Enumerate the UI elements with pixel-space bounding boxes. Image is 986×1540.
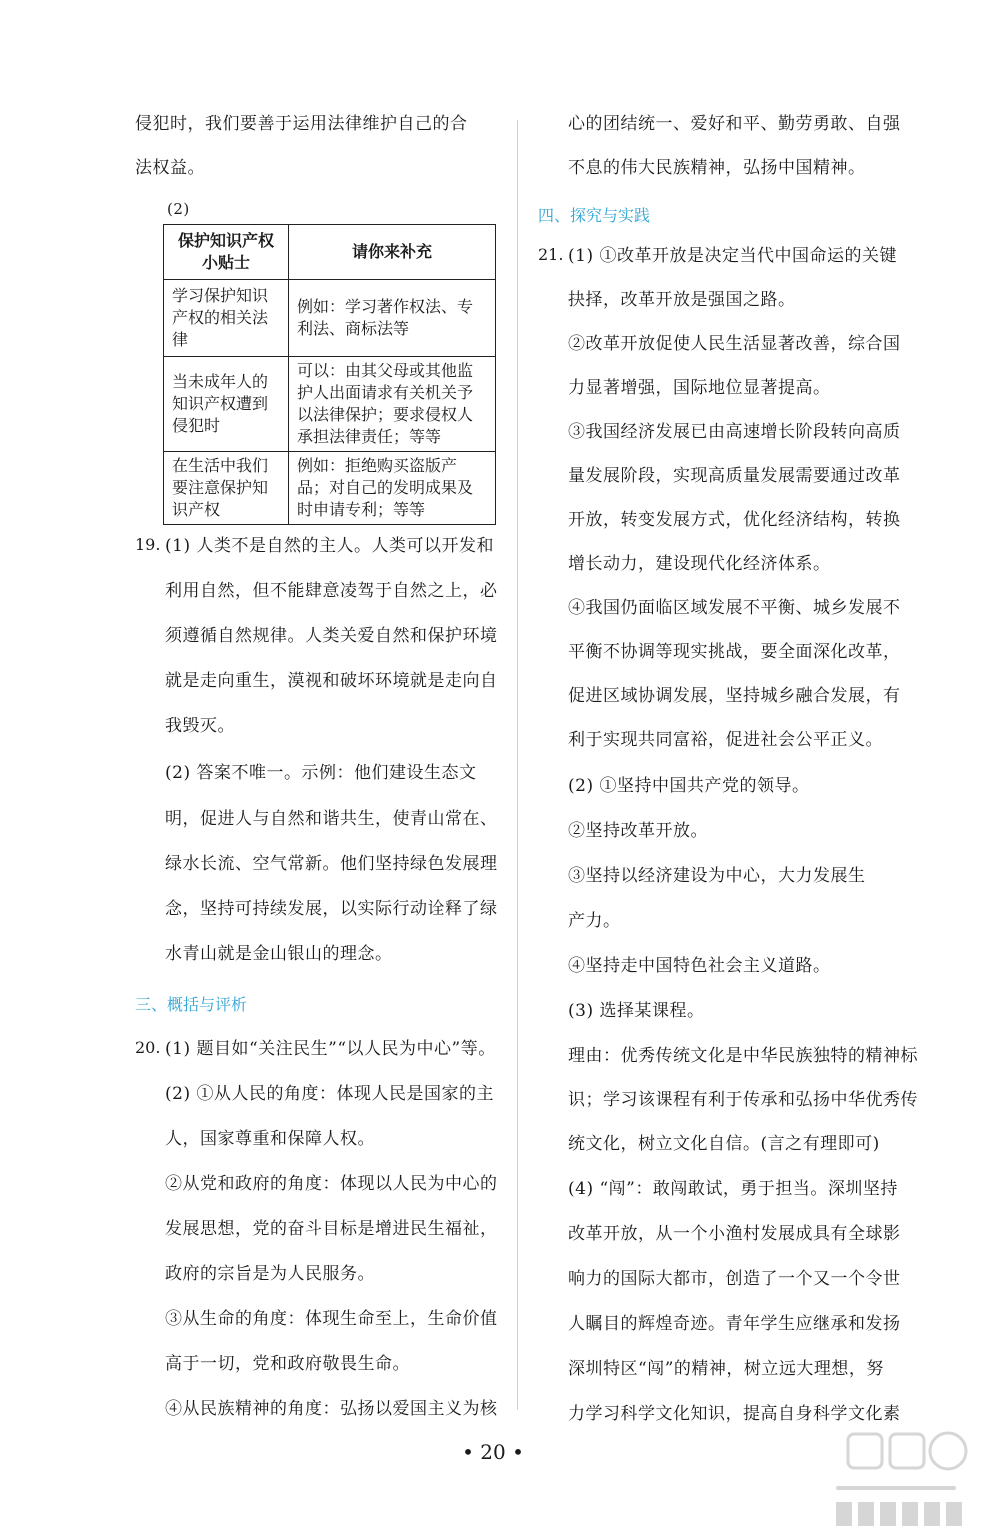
text-line: 须遵循自然规律。人类关爱自然和保护环境	[165, 626, 498, 646]
section-heading-4: 四、探究与实践	[538, 206, 651, 225]
text-line: 增长动力，建设现代化经济体系。	[568, 554, 831, 574]
watermark-graphic	[806, 1416, 986, 1536]
table-cell: 例如：学习著作权法、专利法、商标法等	[289, 280, 496, 357]
table-cell: 在生活中我们要注意保护知识产权	[164, 452, 289, 525]
text-line: 识；学习该课程有利于传承和弘扬中华优秀传	[568, 1090, 918, 1110]
question-number-21: 21.	[538, 245, 564, 264]
text-line: 力学习科学文化知识，提高自身科学文化素	[568, 1404, 901, 1424]
ip-protection-table	[163, 224, 496, 525]
table-row	[164, 452, 496, 525]
text-line: ②改革开放促使人民生活显著改善，综合国	[568, 334, 901, 354]
text-line: (2) ①从人民的角度：体现人民是国家的主	[165, 1084, 494, 1104]
text-line: ④从民族精神的角度：弘扬以爱国主义为核	[165, 1399, 498, 1419]
text-line: 响力的国际大都市，创造了一个又一个令世	[568, 1269, 901, 1289]
text-line: 抉择，改革开放是强国之路。	[568, 290, 796, 310]
text-line: 明，促进人与自然和谐共生，使青山常在、	[165, 809, 498, 829]
table-row	[164, 357, 496, 452]
table-cell: 例如：拒绝购买盗版产品；对自己的发明成果及时申请专利；等等	[289, 452, 496, 525]
text-line: 统文化，树立文化自信。(言之有理即可)	[568, 1134, 880, 1154]
table-cell: 当未成年人的知识产权遭到侵犯时	[164, 357, 289, 452]
text-line: (2) 答案不唯一。示例：他们建设生态文	[165, 763, 477, 783]
text-line: 高于一切，党和政府敬畏生命。	[165, 1354, 410, 1374]
text-line: ②从党和政府的角度：体现以人民为中心的	[165, 1174, 498, 1194]
text-line: ③坚持以经济建设为中心，大力发展生	[568, 866, 866, 886]
text-line: 促进区域协调发展，坚持城乡融合发展，有	[568, 686, 901, 706]
text-line: 法权益。	[135, 158, 205, 178]
text-line: ③从生命的角度：体现生命至上，生命价值	[165, 1309, 498, 1329]
text-line: ④我国仍面临区域发展不平衡、城乡发展不	[568, 598, 901, 618]
text-line: 水青山就是金山银山的理念。	[165, 944, 393, 964]
text-line: 不息的伟大民族精神，弘扬中国精神。	[568, 158, 866, 178]
column-divider	[517, 120, 518, 1410]
text-line: ④坚持走中国特色社会主义道路。	[568, 956, 831, 976]
text-line: 量发展阶段，实现高质量发展需要通过改革	[568, 466, 901, 486]
text-line: (1) ①改革开放是决定当代中国命运的关键	[568, 246, 897, 266]
table-header-row	[164, 225, 496, 280]
text-line: 平衡不协调等现实挑战，要全面深化改革，	[568, 642, 901, 662]
table-header: 请你来补充	[289, 225, 496, 280]
text-line: 政府的宗旨是为人民服务。	[165, 1264, 375, 1284]
text-line: (2) ①坚持中国共产党的领导。	[568, 776, 810, 796]
text-line: 心的团结统一、爱好和平、勤劳勇敢、自强	[568, 114, 901, 134]
text-line: 绿水长流、空气常新。他们坚持绿色发展理	[165, 854, 498, 874]
text-line: (1) 人类不是自然的主人。人类可以开发和	[165, 536, 494, 556]
section-heading-3: 三、概括与评析	[135, 995, 248, 1014]
text-line: 我毁灭。	[165, 716, 235, 736]
table-cell: 学习保护知识产权的相关法律	[164, 280, 289, 357]
text-line: 深圳特区“闯”的精神，树立远大理想，努	[568, 1359, 884, 1379]
text-line: 侵犯时，我们要善于运用法律维护自己的合	[135, 114, 468, 134]
text-line: 理由：优秀传统文化是中华民族独特的精神标	[568, 1046, 918, 1066]
table-label: (2)	[167, 200, 190, 218]
text-line: (3) 选择某课程。	[568, 1001, 705, 1021]
text-line: ③我国经济发展已由高速增长阶段转向高质	[568, 422, 901, 442]
text-line: 开放，转变发展方式，优化经济结构，转换	[568, 510, 901, 530]
text-line: (1) 题目如“关注民生”“以人民为中心”等。	[165, 1039, 496, 1059]
table-cell: 可以：由其父母或其他监护人出面请求有关机关予以法律保护；要求侵权人承担法律责任；等等	[289, 357, 496, 452]
text-line: 人瞩目的辉煌奇迹。青年学生应继承和发扬	[568, 1314, 901, 1334]
text-line: 就是走向重生，漠视和破坏环境就是走向自	[165, 671, 498, 691]
text-line: 发展思想，党的奋斗目标是增进民生福祉，	[165, 1219, 498, 1239]
watermark-logo	[806, 1416, 986, 1536]
text-line: 人，国家尊重和保障人权。	[165, 1129, 375, 1149]
text-line: 利于实现共同富裕，促进社会公平正义。	[568, 730, 883, 750]
page-number: • 20 •	[462, 1440, 524, 1464]
text-line: ②坚持改革开放。	[568, 821, 708, 841]
text-line: 利用自然，但不能肆意凌驾于自然之上，必	[165, 581, 498, 601]
text-line: 念，坚持可持续发展，以实际行动诠释了绿	[165, 899, 498, 919]
text-line: 力显著增强，国际地位显著提高。	[568, 378, 831, 398]
question-number-19: 19.	[135, 535, 161, 554]
table-row	[164, 280, 496, 357]
text-line: (4) “闯”：敢闯敢试，勇于担当。深圳坚持	[568, 1179, 898, 1199]
text-line: 改革开放，从一个小渔村发展成具有全球影	[568, 1224, 901, 1244]
question-number-20: 20.	[135, 1038, 161, 1057]
table-header: 保护知识产权小贴士	[164, 225, 289, 280]
text-line: 产力。	[568, 911, 621, 931]
